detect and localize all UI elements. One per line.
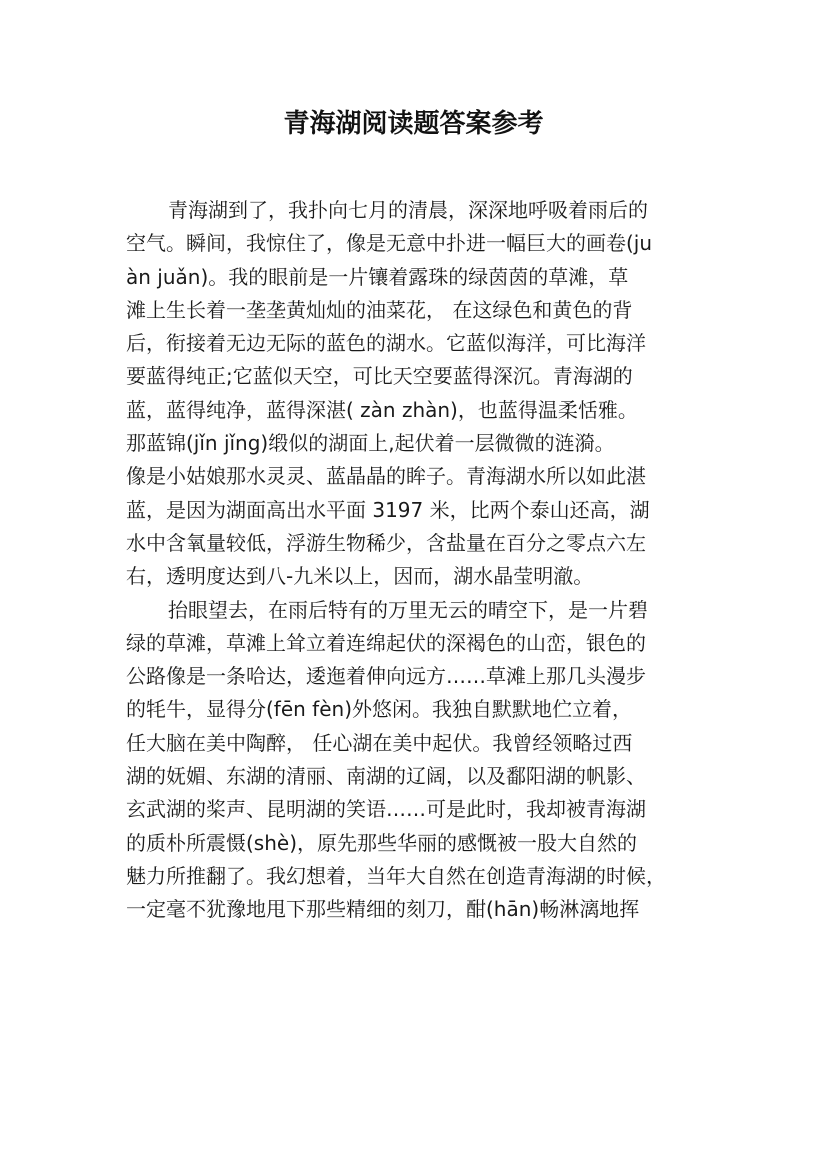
text-line: 的质朴所震慑(shè)，原先那些华丽的感慨被一股大自然的 <box>126 830 638 855</box>
text-line: 空气。瞬间，我惊住了，像是无意中扑进一幅巨大的画卷(ju <box>126 231 653 256</box>
text-line: àn juǎn)。我的眼前是一片镶着露珠的绿茵茵的草滩，草 <box>126 264 629 289</box>
text-line: 湖的妩媚、东湖的清丽、南湖的辽阔，以及鄱阳湖的帆影、 <box>126 764 646 789</box>
text-line: 滩上生长着一垄垄黄灿灿的油菜花， 在这绿色和黄色的背 <box>126 297 633 322</box>
paragraph-1 <box>126 194 710 594</box>
text-line: 蓝，蓝得纯净，蓝得深湛( zàn zhàn)，也蓝得温柔恬雅。 <box>126 397 638 422</box>
document-body <box>126 194 710 927</box>
text-line: 右，透明度达到八-九米以上，因而，湖水晶莹明澈。 <box>126 564 594 589</box>
paragraph-2 <box>126 594 710 927</box>
text-line: 公路像是一条哈达，逶迤着伸向远方……草滩上那几头漫步 <box>126 664 646 689</box>
text-line: 抬眼望去，在雨后特有的万里无云的晴空下，是一片碧 <box>168 597 648 622</box>
text-line: 任大脑在美中陶醉， 任心湖在美中起伏。我曾经领略过西 <box>126 730 633 755</box>
text-line: 一定毫不犹豫地甩下那些精细的刻刀，酣(hān)畅淋漓地挥 <box>126 897 640 922</box>
document-title: 青海湖阅读题答案参考 <box>283 109 544 139</box>
text-line: 要蓝得纯正;它蓝似天空，可比天空要蓝得深沉。青海湖的 <box>126 364 633 389</box>
text-line: 后，衔接着无边无际的蓝色的湖水。它蓝似海洋，可比海洋 <box>126 331 646 356</box>
text-line: 的牦牛，显得分(fēn fèn)外悠闲。我独自默默地伫立着， <box>126 697 633 722</box>
text-line: 像是小姑娘那水灵灵、蓝晶晶的眸子。青海湖水所以如此湛 <box>126 464 646 489</box>
text-line: 那蓝锦(jǐn jǐng)缎似的湖面上,起伏着一层微微的涟漪。 <box>126 431 615 456</box>
text-line: 玄武湖的桨声、昆明湖的笑语……可是此时，我却被青海湖 <box>126 797 646 822</box>
text-line: 青海湖到了，我扑向七月的清晨，深深地呼吸着雨后的 <box>168 198 648 222</box>
text-line: 魅力所推翻了。我幻想着，当年大自然在创造青海湖的时候， <box>126 863 666 888</box>
text-line: 水中含氧量较低，浮游生物稀少，含盐量在百分之零点六左 <box>126 530 646 555</box>
text-line: 绿的草滩，草滩上耸立着连绵起伏的深褐色的山峦，银色的 <box>126 630 646 655</box>
text-line: 蓝，是因为湖面高出水平面 3197 米，比两个泰山还高，湖 <box>126 497 650 522</box>
